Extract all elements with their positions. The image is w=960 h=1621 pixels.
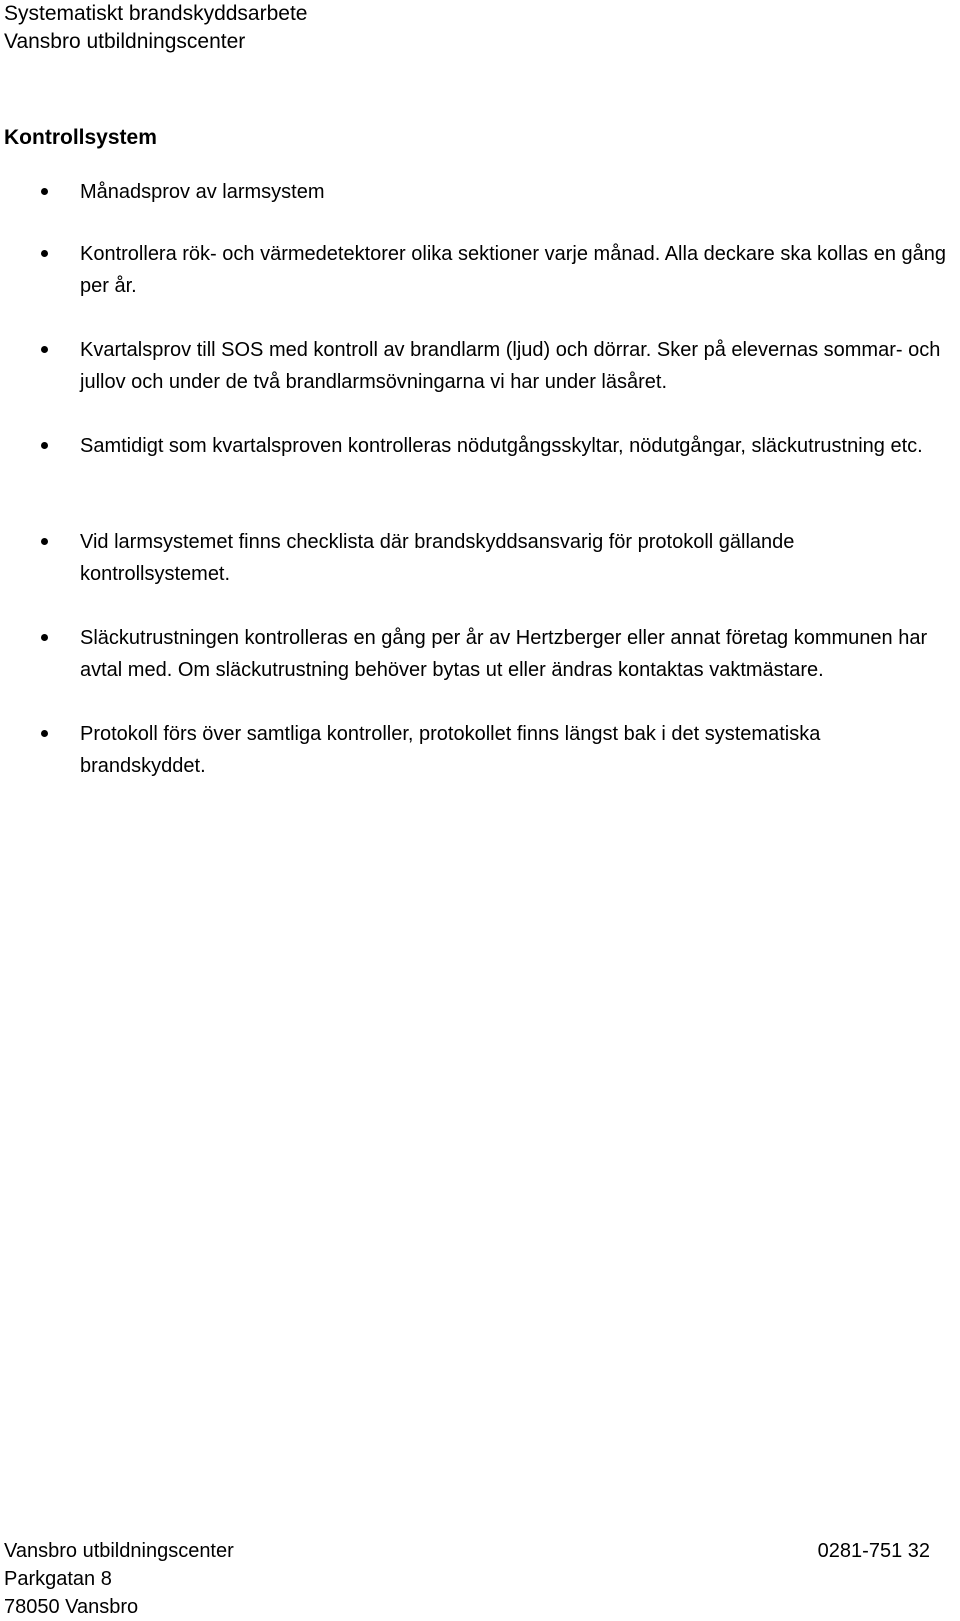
list-item-text: Vid larmsystemet finns checklista där brandskyddsansvarig för protokoll gällande kontrollsystemet. (80, 531, 795, 585)
page-footer (4, 1537, 234, 1621)
bullet-icon (41, 250, 48, 257)
page-header (4, 0, 307, 56)
list-item-text: Protokoll förs över samtliga kontroller, protokollet finns längst bak i det systematiska brandskyddet. (80, 723, 821, 777)
list-item-text: Kontrollera rök- och värmedetektorer olika sektioner varje månad. Alla deckare ska kollas en gång per år. (80, 243, 946, 297)
footer-organization: Vansbro utbildningscenter (4, 1540, 234, 1562)
list-item-text: Månadsprov av larmsystem (80, 181, 325, 203)
header-document-title: Systematiskt brandskyddsarbete (4, 2, 308, 25)
bullet-icon (41, 188, 48, 195)
footer-phone-number: 0281-751 32 (817, 1540, 930, 1562)
bullet-icon (41, 442, 48, 449)
list-item-text: Samtidigt som kvartalsproven kontrolleras nödutgångsskyltar, nödutgångar, släckutrustning etc. (80, 435, 923, 457)
header-organization: Vansbro utbildningscenter (4, 30, 246, 53)
footer-postal-address: 78050 Vansbro (4, 1596, 139, 1618)
bullet-icon (41, 346, 48, 353)
bullet-icon (41, 538, 48, 545)
list-item-text: Kvartalsprov till SOS med kontroll av brandlarm (ljud) och dörrar. Sker på elevernas sommar- och jullov och under de två brandlarmsövningarna vi har under läsåret. (80, 339, 941, 393)
section-title: Kontrollsystem (4, 126, 157, 149)
footer-street-address: Parkgatan 8 (4, 1568, 112, 1590)
bullet-icon (41, 730, 48, 737)
bullet-icon (41, 634, 48, 641)
list-item-text: Släckutrustningen kontrolleras en gång per år av Hertzberger eller annat företag kommunen har avtal med. Om släckutrustning behöver bytas ut eller ändras kontaktas vaktmästare. (80, 627, 928, 681)
